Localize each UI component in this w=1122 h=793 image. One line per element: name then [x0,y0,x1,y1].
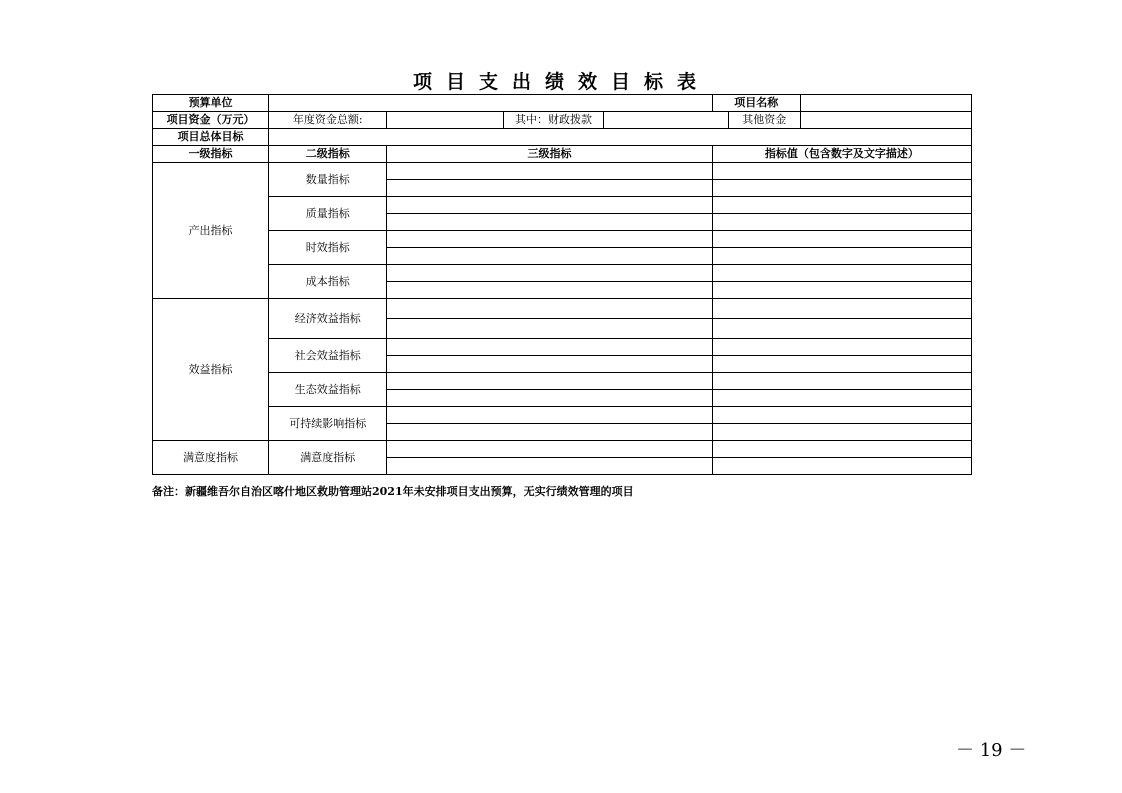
overall-goal-label: 项目总体目标 [153,129,269,146]
sub-indicator-cost: 成本指标 [269,265,387,299]
level3-cell[interactable] [387,163,712,180]
level3-cell[interactable] [387,407,712,424]
overall-goal-value[interactable] [269,129,972,146]
sub-indicator-economic: 经济效益指标 [269,299,387,339]
sub-indicator-timeliness: 时效指标 [269,231,387,265]
level3-cell[interactable] [387,248,712,265]
other-funds-label: 其他资金 [728,112,800,129]
value-cell[interactable] [712,390,971,407]
performance-target-table [152,94,972,475]
sub-indicator-ecological: 生态效益指标 [269,373,387,407]
page-number: － 19 － [956,740,1027,761]
value-cell[interactable] [712,356,971,373]
other-funds-value[interactable] [800,112,971,129]
sub-indicator-sustainability: 可持续影响指标 [269,407,387,441]
level3-cell[interactable] [387,458,712,475]
value-cell[interactable] [712,441,971,458]
level3-cell[interactable] [387,299,712,319]
level3-cell[interactable] [387,424,712,441]
group-label-satisfaction: 满意度指标 [153,441,269,475]
level3-cell[interactable] [387,319,712,339]
level3-cell[interactable] [387,265,712,282]
sub-indicator-social: 社会效益指标 [269,339,387,373]
fiscal-allocation-value[interactable] [603,112,728,129]
sub-indicator-quality: 质量指标 [269,197,387,231]
value-cell[interactable] [712,339,971,356]
value-cell[interactable] [712,231,971,248]
project-fund-label: 项目资金（万元） [153,112,269,129]
page-title: 项目支出绩效目标表 [412,71,710,93]
value-cell[interactable] [712,197,971,214]
column-header-level3: 三级指标 [387,146,712,163]
sub-indicator-satisfaction: 满意度指标 [269,441,387,475]
column-header-value: 指标值（包含数字及文字描述） [712,146,971,163]
value-cell[interactable] [712,458,971,475]
value-cell[interactable] [712,373,971,390]
value-cell[interactable] [712,299,971,319]
value-cell[interactable] [712,163,971,180]
level3-cell[interactable] [387,373,712,390]
value-cell[interactable] [712,407,971,424]
annual-total-label: 年度资金总额: [269,112,387,129]
budget-unit-value[interactable] [269,95,713,112]
level3-cell[interactable] [387,339,712,356]
value-cell[interactable] [712,319,971,339]
value-cell[interactable] [712,282,971,299]
project-name-label: 项目名称 [712,95,800,112]
group-label-output: 产出指标 [153,163,269,299]
level3-cell[interactable] [387,282,712,299]
level3-cell[interactable] [387,214,712,231]
fiscal-allocation-label: 其中：财政拨款 [504,112,603,129]
annual-total-value[interactable] [387,112,504,129]
level3-cell[interactable] [387,197,712,214]
project-name-value[interactable] [800,95,971,112]
column-header-level2: 二级指标 [269,146,387,163]
budget-unit-label: 预算单位 [153,95,269,112]
sub-indicator-quantity: 数量指标 [269,163,387,197]
group-label-benefit: 效益指标 [153,299,269,441]
column-header-level1: 一级指标 [153,146,269,163]
value-cell[interactable] [712,248,971,265]
value-cell[interactable] [712,214,971,231]
value-cell[interactable] [712,180,971,197]
table-footnote: 备注：新疆维吾尔自治区喀什地区救助管理站2021年未安排项目支出预算，无实行绩效管理的项目 [152,485,634,498]
level3-cell[interactable] [387,231,712,248]
level3-cell[interactable] [387,390,712,407]
level3-cell[interactable] [387,180,712,197]
level3-cell[interactable] [387,356,712,373]
value-cell[interactable] [712,265,971,282]
value-cell[interactable] [712,424,971,441]
level3-cell[interactable] [387,441,712,458]
